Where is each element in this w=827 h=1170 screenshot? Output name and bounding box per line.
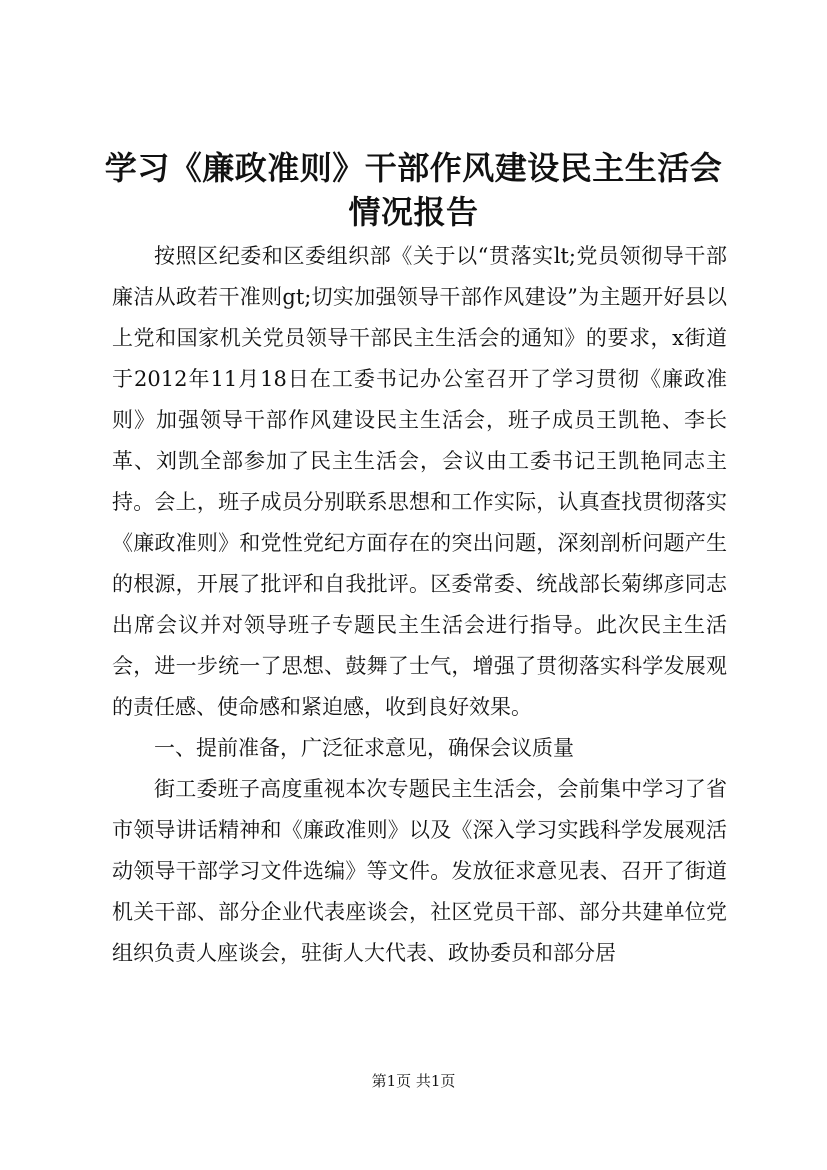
paragraph-intro: 按照区纪委和区委组织部《关于以“贯落实lt;党员领彻导干部廉洁从政若干准则gt;切实加强领导干部作风建设”为主题开好县以上党和国家机关党员领导干部民主生活会的通知》的要求，x街道于2012年11月18日在工委书记办公室召开了学习贯彻《廉政准则》加强领导干部作风建设民主生活会，班子成员王凯艳、李长革、刘凯全部参加了民主生活会，会议由工委书记王凯艳同志主持。会上，班子成员分别联系思想和工作实际，认真查找贯彻落实《廉政准则》和党性党纪方面存在的突出问题，深刻剖析问题产生的根源，开展了批评和自我批评。区委常委、统战部长菊绑彦同志出席会议并对领导班子专题民主生活会进行指导。此次民主生活会，进一步统一了思想、鼓舞了士气，增强了贯彻落实科学发展观的责任感、使命感和紧迫感，收到良好效果。	[112, 244, 727, 719]
paragraph-section-1: 街工委班子高度重视本次专题民主生活会，会前集中学习了省市领导讲话精神和《廉政准则》以及《深入学习实践科学发展观活动领导干部学习文件选编》等文件。发放征求意见表、召开了街道机关干部、部分企业代表座谈会，社区党员干部、部分共建单位党组织负责人座谈会，驻街人大代表、政协委员和部分居	[112, 777, 727, 965]
page-number: 第1页 共1页	[371, 1072, 456, 1090]
document-body	[112, 236, 727, 974]
document-title: 学习《廉政准则》干部作风建设民主生活会情况报告	[104, 149, 723, 231]
section-heading-1: 一、提前准备，广泛征求意见，确保会议质量	[154, 736, 574, 760]
